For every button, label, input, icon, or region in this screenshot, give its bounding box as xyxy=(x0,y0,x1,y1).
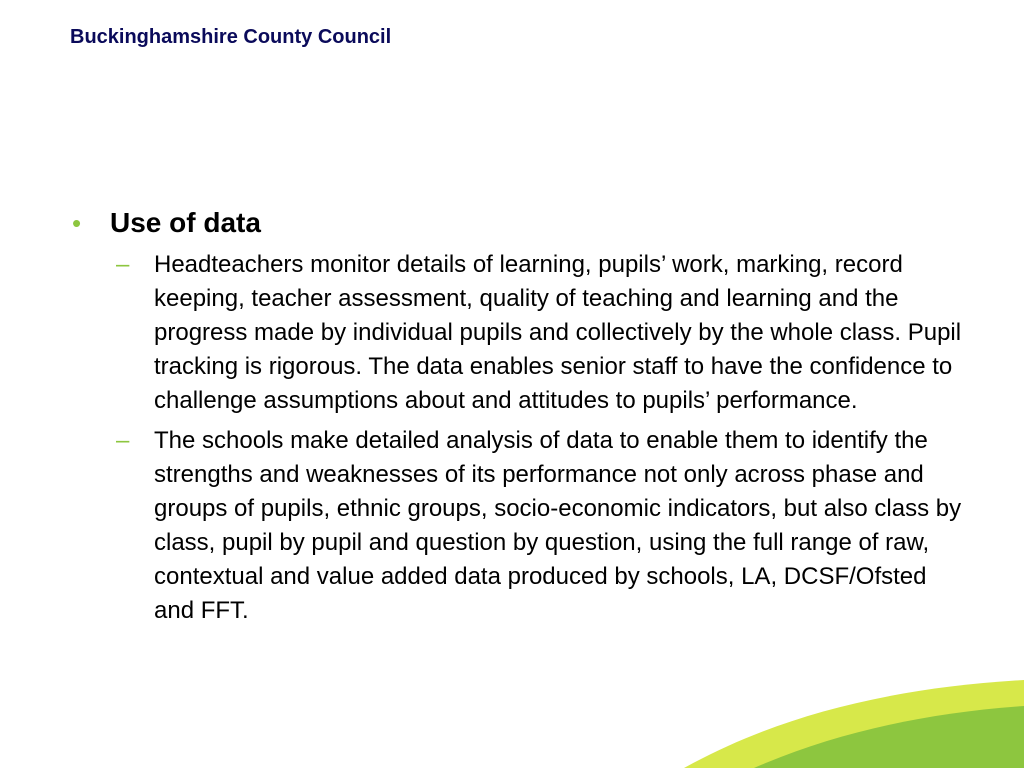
bullet-heading: Use of data xyxy=(110,207,261,238)
dash-icon: – xyxy=(116,427,130,454)
sub-bullet-list xyxy=(72,248,972,628)
decorative-swoosh xyxy=(684,658,1024,768)
main-bullet xyxy=(72,204,972,242)
sub-bullet-text: The schools make detailed analysis of data to enable them to identify the strengths and weaknesses of its performance not only across phase and groups of pupils, ethnic groups, socio-economic indicators, but also class by class, pupil by pupil and question by question, using the full range of raw, contextual and value added data produced by schools, LA, DCSF/Ofsted and FFT. xyxy=(154,427,962,624)
organization-title: Buckinghamshire County Council xyxy=(70,26,392,48)
dash-icon: – xyxy=(116,251,130,278)
slide-content xyxy=(72,204,972,634)
bullet-icon: • xyxy=(72,208,82,238)
sub-bullet-item xyxy=(116,424,964,628)
sub-bullet-item xyxy=(116,248,964,418)
sub-bullet-text: Headteachers monitor details of learning, pupils’ work, marking, record keeping, teacher assessment, quality of teaching and learning and the progress made by individual pupils and collectively by the whole class. Pupil tracking is rigorous. The data enables senior staff to have the confidence to challenge assumptions about and attitudes to pupils’ performance. xyxy=(154,251,962,414)
